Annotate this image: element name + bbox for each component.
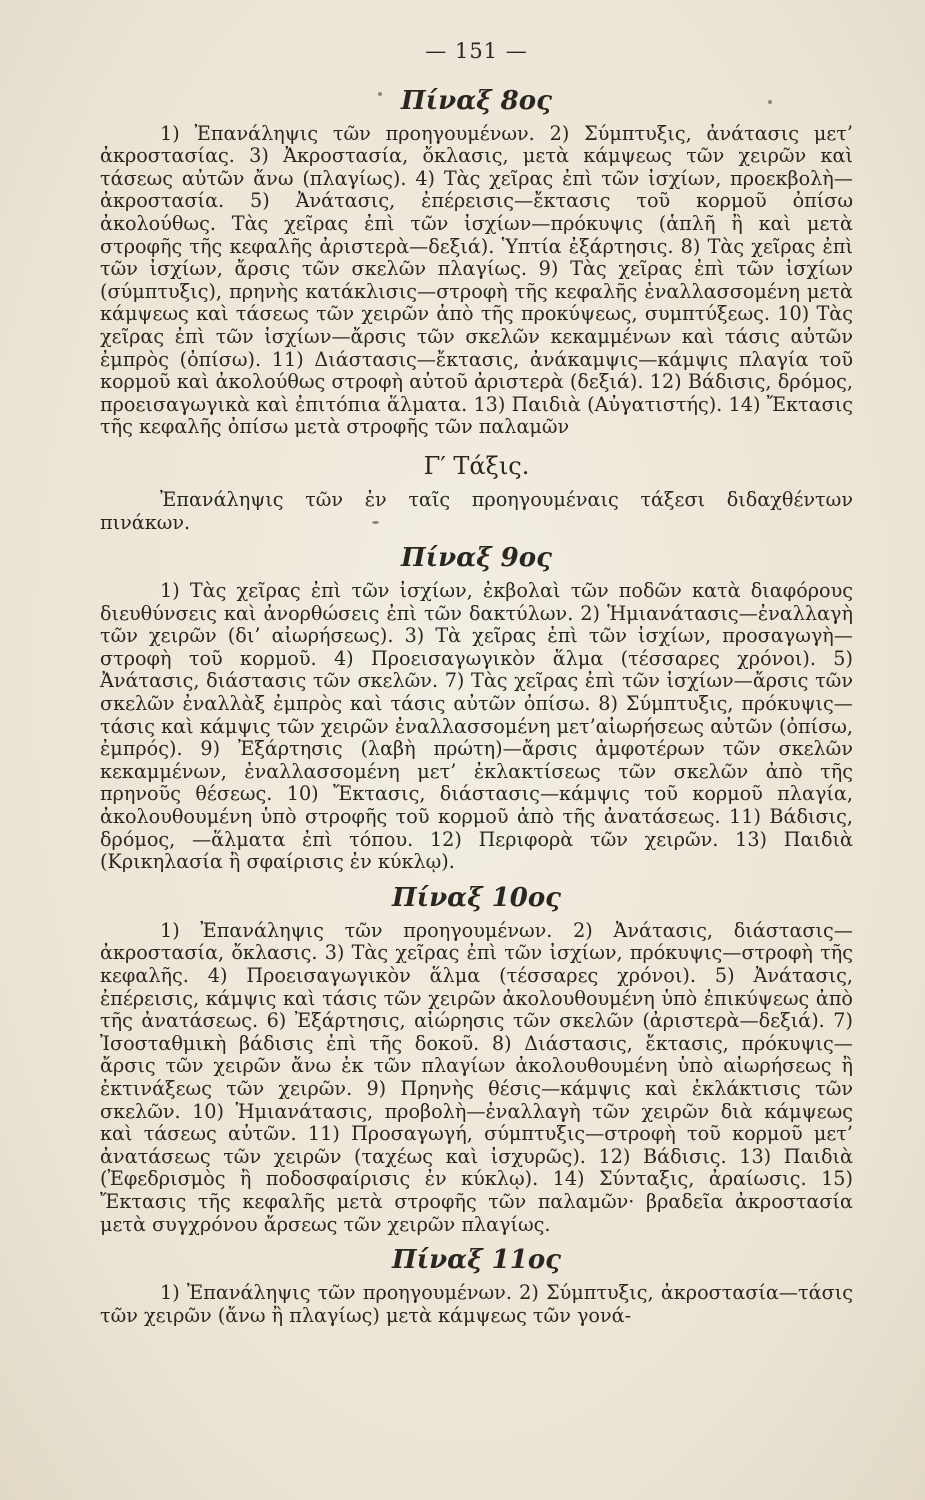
section-heading-table-10: Πίναξ 10ος xyxy=(392,882,561,913)
section-text-table-11: 1) Ἐπανάληψις τῶν προηγουμένων. 2) Σύμπτυξις, ἀκροστασία—τάσις τῶν χειρῶν (ἄνω ἢ πλαγίως) μετὰ κάμψεως τῶν γονά- xyxy=(100,1281,853,1327)
section-text-table-10: 1) Ἐπανάληψις τῶν προηγουμένων. 2) Ἀνάτασις, διάστασις—ἀκροστασία, ὄκλασις. 3) Τὰς χεῖρας ἐπὶ τῶν ἰσχίων, πρόκυψις—στροφὴ τῆς κεφαλῆς. 4) Προεισαγωγικὸν ἅλμα (τέσσαρες χρόνοι). 5) Ἀνάτασις, ἐπέρεισις, κάμψις καὶ τάσις τῶν χειρῶν ἀκολουθουμένη ὑπὸ ἐπικύψεως ἀπὸ τῆς ἀνατάσεως. 6) Ἐξάρτησις, αἰώρησις τῶν σκελῶν (ἀριστερὰ—δεξιά). 7) Ἰσοσταθμικὴ βάδισις ἐπὶ τῆς δοκοῦ. 8) Διάστασις, ἔκτασις, πρόκυψις—ἄρσις τῶν χειρῶν ἄνω ἐκ τῶν πλαγίων ἀκολουθουμένη ὑπὸ αἰωρήσεως ἢ ἐκτινάξεως τῶν χειρῶν. 9) Πρηνὴς θέσις—κάμψις καὶ ἐκλάκτισις τῶν σκελῶν. 10) Ἡμιανάτασις, προβολὴ—ἐναλλαγὴ τῶν χειρῶν διὰ κάμψεως καὶ τάσεως αὐτῶν. 11) Προσαγωγή, σύμπτυξις—στροφὴ τοῦ κορμοῦ μετ’ ἀνατάσεως τῶν χειρῶν (ταχέως καὶ ἰσχυρῶς). 12) Βάδισις. 13) Παιδιὰ (Ἐφεδρισμὸς ἢ ποδοσφαίρισις ἐν κύκλῳ). 14) Σύνταξις, ἀραίωσις. 15) Ἔκτασις τῆς κεφαλῆς μετὰ στροφῆς τῶν παλαμῶν· βραδεῖα ἀκροστασία μετὰ συγχρόνου ἄρσεως τῶν χειρῶν πλαγίως. xyxy=(100,918,853,1236)
section-heading-table-8: Πίναξ 8ος xyxy=(401,85,552,116)
print-speck xyxy=(768,100,772,104)
section-text-table-9: 1) Τὰς χεῖρας ἐπὶ τῶν ἰσχίων, ἐκβολαὶ τῶν ποδῶν κατὰ διαφόρους διευθύνσεις καὶ ἀνορθώσεις ἐπὶ τῶν δακτύλων. 2) Ἡμιανάτασις—ἐναλλαγὴ τῶν χειρῶν (δι’ αἰωρήσεως). 3) Τὰ χεῖρας ἐπὶ τῶν ἰσχίων, προσαγωγὴ—στροφὴ τοῦ κορμοῦ. 4) Προεισαγωγικὸν ἅλμα (τέσσαρες χρόνοι). 5) Ἀνάτασις, διάστασις τῶν σκελῶν. 7) Τὰς χεῖρας ἐπὶ τῶν ἰσχίων—ἄρσις τῶν σκελῶν ἐναλλὰξ ἐμπρὸς καὶ τάσις αὐτῶν ὀπίσω. 8) Σύμπτυξις, πρόκυψις—τάσις καὶ κάμψις τῶν χειρῶν ἐναλλασσομένη μετ’αἰωρήσεως αὐτῶν (ὀπίσω, ἐμπρός). 9) Ἐξάρτησις (λαβὴ πρώτη)—ἄρσις ἀμφοτέρων τῶν σκελῶν κεκαμμένων, ἐναλλασσομένη μετ’ ἐκλακτίσεως τῶν σκελῶν ἀπὸ τῆς πρηνοῦς θέσεως. 10) Ἔκτασις, διάστασις—κάμψις τοῦ κορμοῦ πλαγία, ἀκολουθουμένη ὑπὸ στροφῆς τοῦ κορμοῦ ἀπὸ τῆς ἀνατάσεως. 11) Βάδισις, δρόμος, —ἅλματα ἐπὶ τόπου. 12) Περιφορὰ τῶν χειρῶν. 13) Παιδιὰ (Κρικηλασία ἢ σφαίρισις ἐν κύκλῳ). xyxy=(100,579,853,874)
print-speck xyxy=(372,521,379,524)
class-intro: Ἐπανάληψις τῶν ἐν ταῖς προηγουμέναις τάξεσι διδαχθέντων πινάκων. xyxy=(100,487,853,534)
section-text-table-8: 1) Ἐπανάληψις τῶν προηγουμένων. 2) Σύμπτυξις, ἀνάτασις μετ’ ἀκροστασίας. 3) Ἀκροστασία, ὄκλασις, μετὰ κάμψεως τῶν χειρῶν καὶ τάσεως αὐτῶν ἄνω (πλαγίως). 4) Τὰς χεῖρας ἐπὶ τῶν ἰσχίων, προεκβολὴ—ἀκροστασία. 5) Ἀνάτασις, ἐπέρεισις—ἔκτασις τοῦ κορμοῦ ὀπίσω ἀκολούθως. Τὰς χεῖρας ἐπὶ τῶν ἰσχίων—πρόκυψις (ἁπλῆ ἢ καὶ μετὰ στροφῆς τῆς κεφαλῆς ἀριστερὰ—δεξιά). Ὑπτία ἐξάρτησις. 8) Τὰς χεῖρας ἐπὶ τῶν ἰσχίων, ἄρσις τῶν σκελῶν πλαγίως. 9) Τὰς χεῖρας ἐπὶ τῶν ἰσχίων (σύμπτυξις), πρηνὴς κατάκλισις—στροφὴ τῆς κεφαλῆς ἐναλλασσομένη μετὰ κάμψεως καὶ τάσεως τῶν χειρῶν ἀπὸ τῆς προκύψεως, συμπτύξεως. 10) Τὰς χεῖρας ἐπὶ τῶν ἰσχίων—ἄρσις τῶν σκελῶν κεκαμμένων καὶ τάσις αὐτῶν ἐμπρὸς (ὀπίσω). 11) Διάστασις—ἔκτασις, ἀνάκαμψις—κάμψις πλαγία τοῦ κορμοῦ καὶ ἀκολούθως στροφὴ αὐτοῦ ἀριστερὰ (δεξιά). 12) Βάδισις, δρόμος, προεισαγωγικὰ καὶ ἐπιτόπια ἅλματα. 13) Παιδιὰ (Αὐγατιστής). 14) Ἔκτασις τῆς κεφαλῆς ὀπίσω μετὰ στροφῆς τῶν παλαμῶν xyxy=(100,121,853,439)
section-heading-table-11: Πίναξ 11ος xyxy=(392,1245,561,1276)
page-number: — 151 — xyxy=(425,39,528,63)
section-heading-table-9: Πίναξ 9ος xyxy=(401,543,552,574)
class-heading: Γ′ Τάξις. xyxy=(423,451,530,480)
print-speck xyxy=(378,92,382,96)
